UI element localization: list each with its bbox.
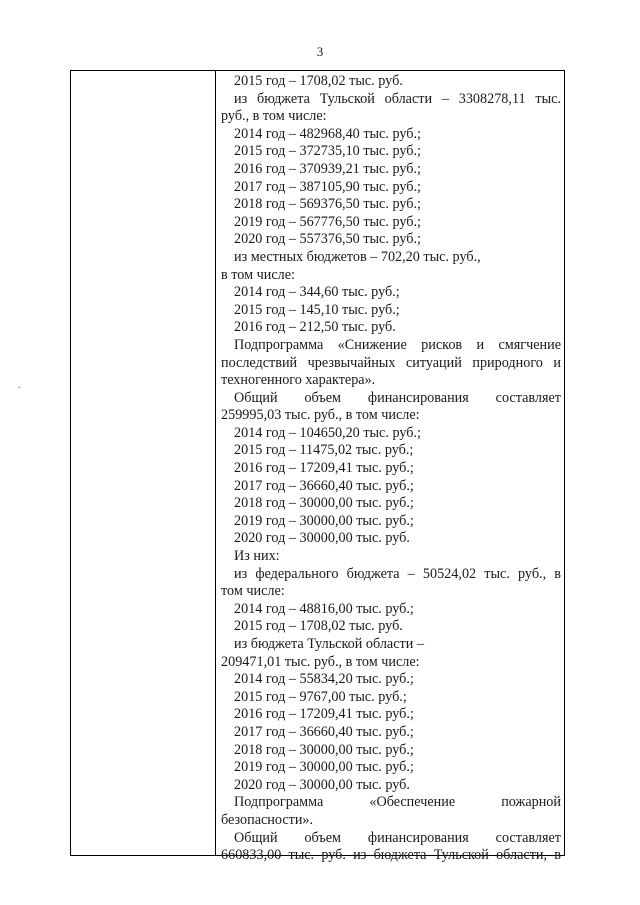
column-divider	[215, 71, 216, 855]
text-line: из местных бюджетов – 702,20 тыс. руб.,	[234, 248, 481, 265]
text-line: 209471,01 тыс. руб., в том числе:	[221, 653, 420, 670]
text-line: 2019 год – 30000,00 тыс. руб.;	[234, 512, 414, 529]
text-line: в том числе:	[221, 266, 295, 283]
text-line: 2015 год – 9767,00 тыс. руб.;	[234, 688, 407, 705]
text-line: том числе:	[221, 583, 285, 600]
text-line: 259995,03 тыс. руб., в том числе:	[221, 407, 420, 424]
text-line: 2018 год – 30000,00 тыс. руб.;	[234, 741, 414, 758]
text-line: 2014 год – 48816,00 тыс. руб.;	[234, 600, 414, 617]
text-line: из федерального бюджета – 50524,02 тыс. руб., в	[234, 565, 561, 582]
text-line: 2014 год – 55834,20 тыс. руб.;	[234, 671, 414, 688]
text-line: 2016 год – 212,50 тыс. руб.	[234, 319, 396, 336]
text-line: техногенного характера».	[221, 372, 376, 389]
text-line: руб., в том числе:	[221, 108, 327, 125]
text-line: 2015 год – 372735,10 тыс. руб.;	[234, 143, 421, 160]
text-line: 2020 год – 30000,00 тыс. руб.	[234, 530, 410, 547]
text-line: 2015 год – 1708,02 тыс. руб.	[234, 618, 403, 635]
text-line: из бюджета Тульской области – 3308278,11 тыс.	[234, 90, 561, 107]
text-line: 2019 год – 567776,50 тыс. руб.;	[234, 213, 421, 230]
text-line: 2016 год – 17209,41 тыс. руб.;	[234, 706, 414, 723]
text-line: 660833,00 тыс. руб. из бюджета Тульской области, в	[221, 847, 561, 864]
margin-mark: .	[18, 380, 21, 391]
text-line: безопасности».	[221, 811, 314, 828]
text-line: 2017 год – 387105,90 тыс. руб.;	[234, 178, 421, 195]
text-line: Общий объем финансирования составляет	[234, 829, 561, 846]
text-line: 2015 год – 1708,02 тыс. руб.	[234, 73, 403, 89]
text-line: из бюджета Тульской области –	[234, 636, 424, 652]
text-line: 2016 год – 17209,41 тыс. руб.;	[234, 460, 414, 477]
text-line: 2020 год – 557376,50 тыс. руб.;	[234, 231, 421, 248]
text-line: 2019 год – 30000,00 тыс. руб.;	[234, 759, 414, 776]
text-line: 2018 год – 30000,00 тыс. руб.;	[234, 495, 414, 512]
table-right-cell	[221, 73, 561, 865]
text-line: 2015 год – 145,10 тыс. руб.;	[234, 301, 400, 318]
text-line: Подпрограмма «Снижение рисков и смягчение	[234, 336, 561, 353]
text-line: 2014 год – 344,60 тыс. руб.;	[234, 284, 400, 301]
text-line: 2015 год – 11475,02 тыс. руб.;	[234, 442, 414, 459]
text-line: 2017 год – 36660,40 тыс. руб.;	[234, 477, 414, 494]
text-line: Из них:	[234, 548, 280, 565]
text-line: последствий чрезвычайных ситуаций природного и	[221, 354, 561, 371]
text-line: 2018 год – 569376,50 тыс. руб.;	[234, 196, 421, 213]
text-line: 2016 год – 370939,21 тыс. руб.;	[234, 160, 421, 177]
text-line: 2014 год – 482968,40 тыс. руб.;	[234, 125, 421, 142]
text-line: 2014 год – 104650,20 тыс. руб.;	[234, 424, 421, 441]
document-table	[70, 70, 565, 864]
text-line: 2020 год – 30000,00 тыс. руб.	[234, 776, 410, 793]
text-line: Общий объем финансирования составляет	[234, 389, 561, 406]
text-line: 2017 год – 36660,40 тыс. руб.;	[234, 723, 414, 740]
table-left-cell	[71, 71, 215, 855]
text-line: Подпрограмма «Обеспечение пожарной	[234, 794, 561, 811]
page-number: 3	[316, 44, 324, 59]
